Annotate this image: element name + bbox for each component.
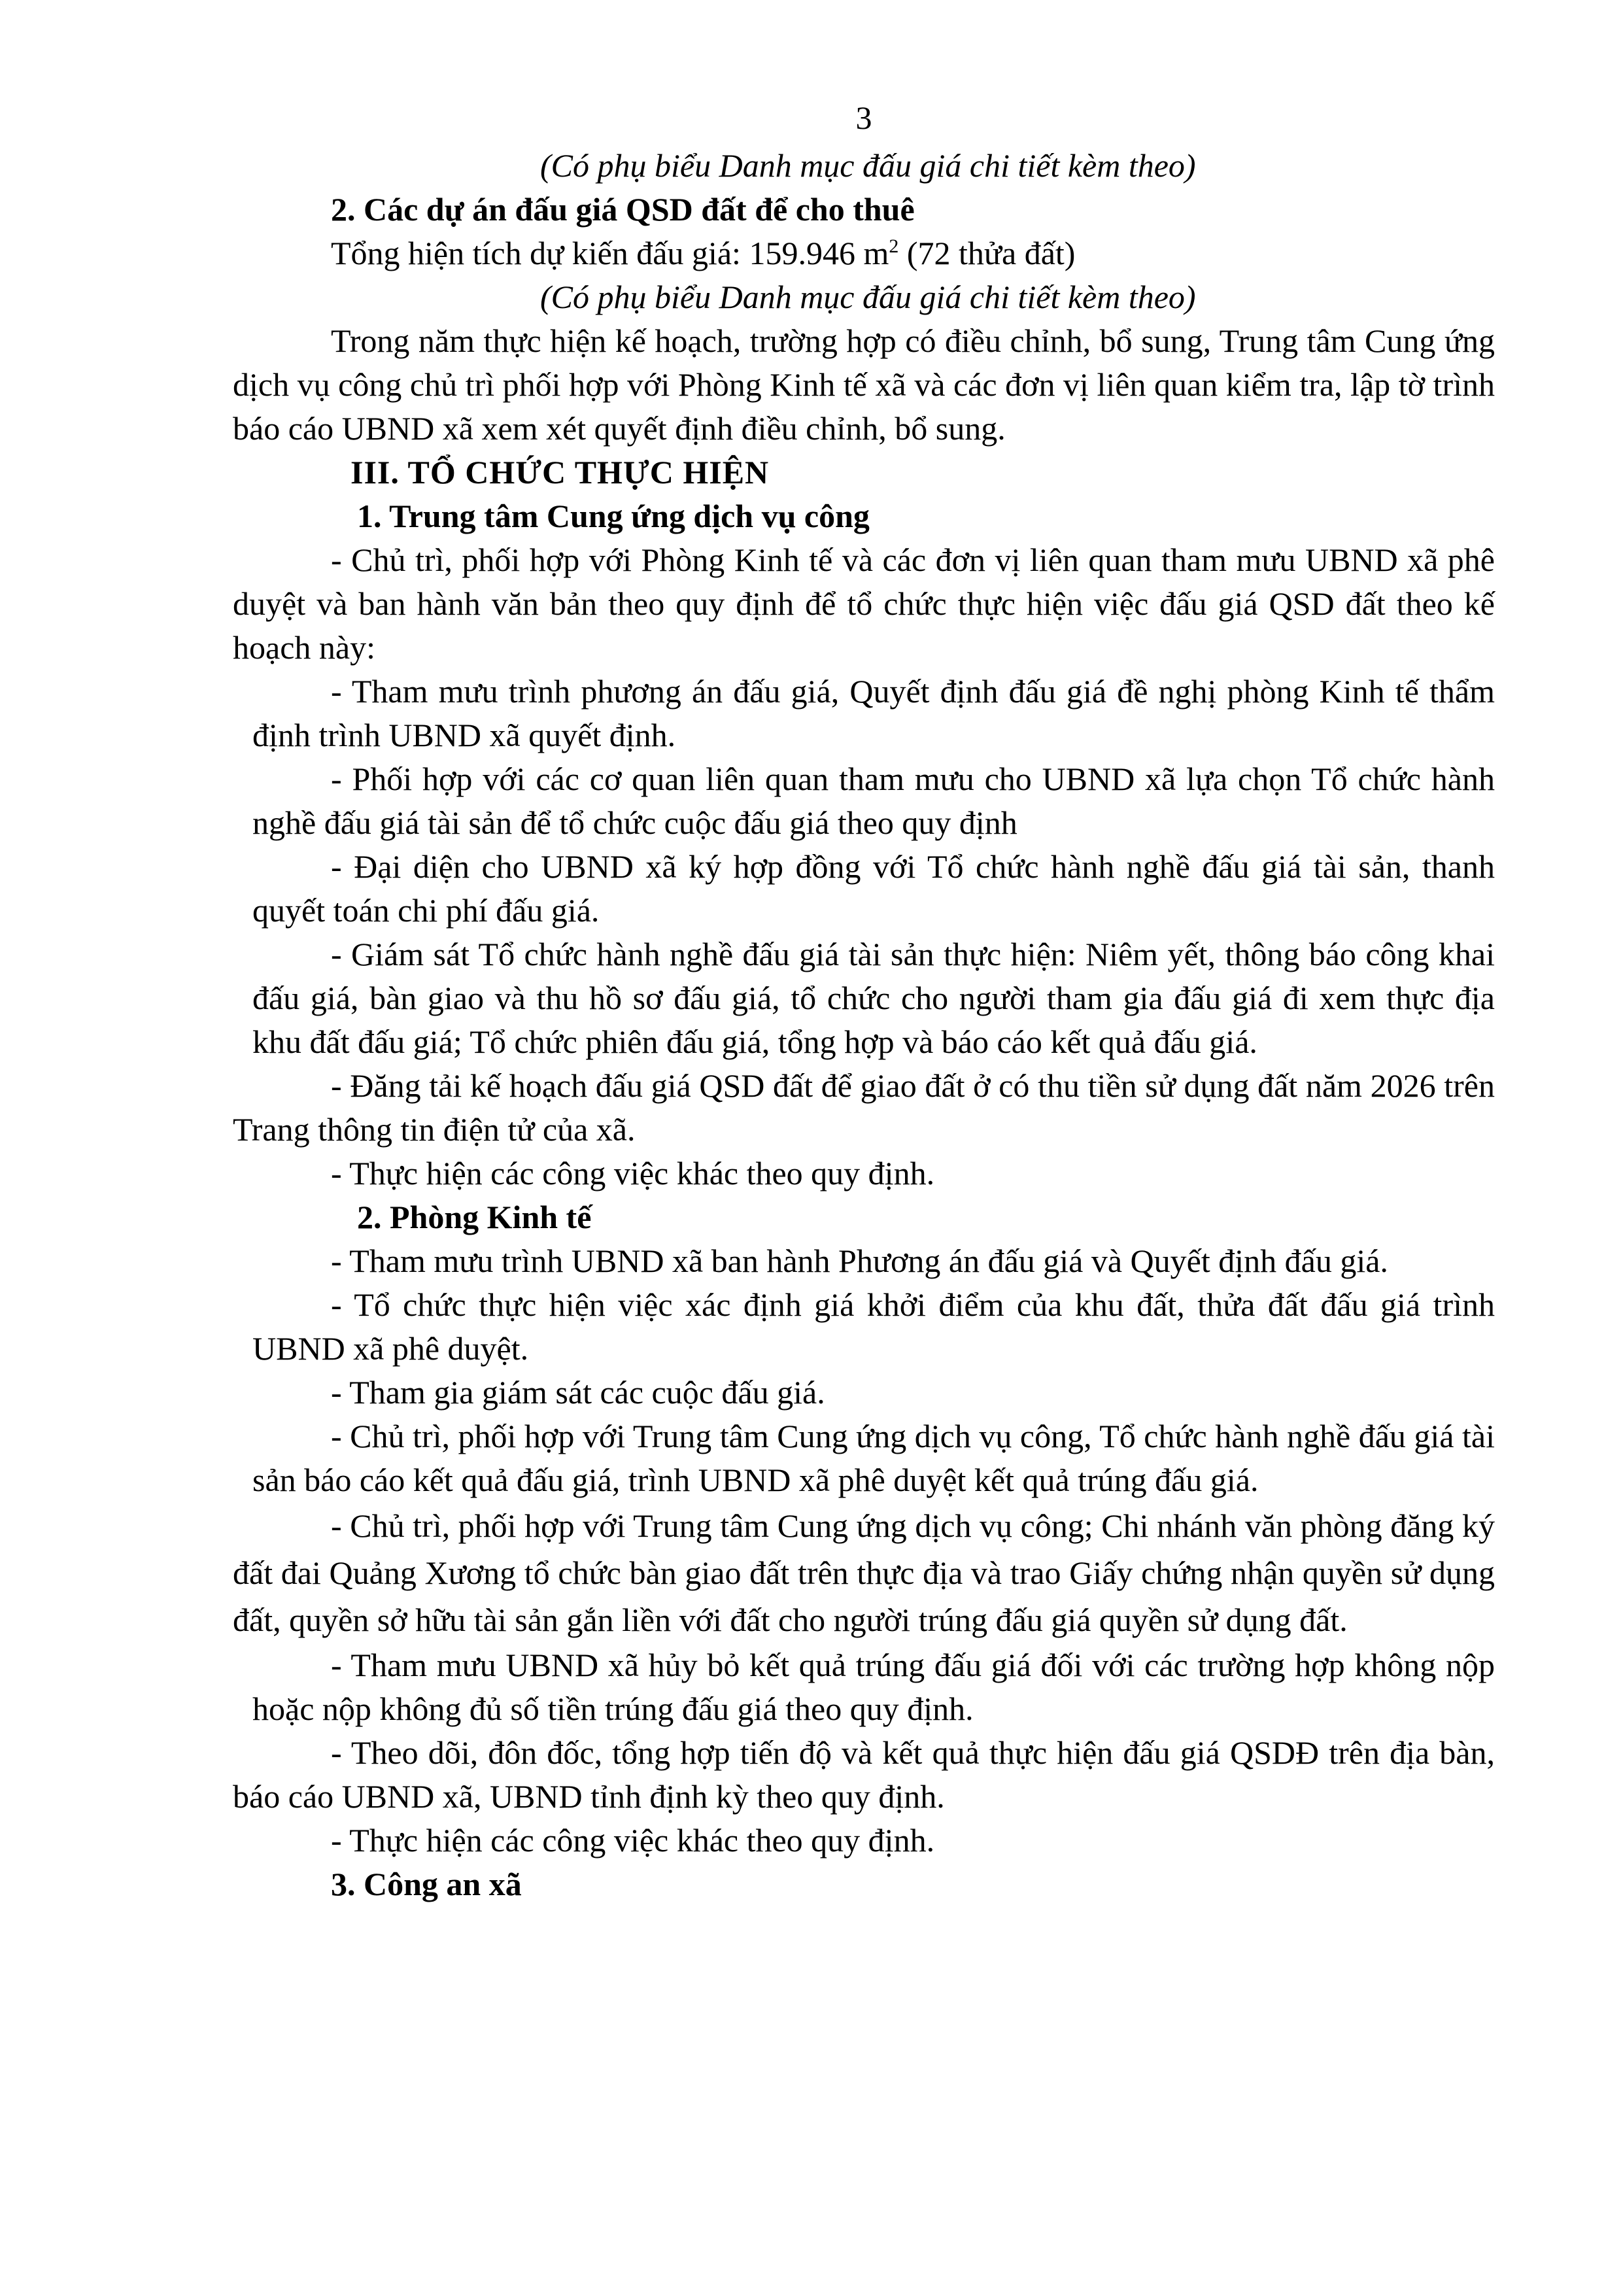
document-page xyxy=(233,92,1495,1906)
subsection-heading-economic-office: 2. Phòng Kinh tế xyxy=(357,1199,592,1235)
area-unit-exponent: 2 xyxy=(889,235,899,257)
list-item: - Giám sát Tổ chức hành nghề đấu giá tài sản thực hiện: Niêm yết, thông báo công khai đấu giá, bàn giao và thu hồ sơ đấu giá, tổ chức cho người tham gia đấu giá đi xem thực địa khu đất đấu giá; Tổ chức phiên đấu giá, tổng hợp và báo cáo kết quả đấu giá. xyxy=(252,936,1495,1060)
total-area-text: Tổng hiện tích dự kiến đấu giá: 159.946 m xyxy=(331,235,889,271)
list-item: - Phối hợp với các cơ quan liên quan tham mưu cho UBND xã lựa chọn Tổ chức hành nghề đấu giá tài sản để tổ chức cuộc đấu giá theo quy định xyxy=(252,761,1495,841)
subsection-heading-service-center: 1. Trung tâm Cung ứng dịch vụ công xyxy=(357,498,870,534)
annex-note: (Có phụ biểu Danh mục đấu giá chi tiết kèm theo) xyxy=(540,279,1196,315)
list-item: - Thực hiện các công việc khác theo quy định. xyxy=(331,1155,935,1191)
list-item: - Thực hiện các công việc khác theo quy định. xyxy=(331,1822,935,1859)
list-item: - Tham mưu trình phương án đấu giá, Quyết định đấu giá đề nghị phòng Kinh tế thẩm định trình UBND xã quyết định. xyxy=(252,673,1495,753)
list-item: - Tham mưu UBND xã hủy bỏ kết quả trúng đấu giá đối với các trường hợp không nộp hoặc nộp không đủ số tiền trúng đấu giá theo quy định. xyxy=(252,1647,1495,1727)
page-number: 3 xyxy=(855,99,872,136)
annex-note: (Có phụ biểu Danh mục đấu giá chi tiết kèm theo) xyxy=(540,147,1196,184)
list-item: - Đại diện cho UBND xã ký hợp đồng với Tổ chức hành nghề đấu giá tài sản, thanh quyết toán chi phí đấu giá. xyxy=(252,848,1495,929)
list-item: - Chủ trì, phối hợp với Trung tâm Cung ứng dịch vụ công; Chi nhánh văn phòng đăng ký đất đai Quảng Xương tổ chức bàn giao đất trên thực địa và trao Giấy chứng nhận quyền sử dụng đất, quyền sở hữu tài sản gắn liền với đất cho người trúng đấu giá quyền sử dụng đất. xyxy=(233,1507,1495,1638)
list-item: - Đăng tải kế hoạch đấu giá QSD đất để giao đất ở có thu tiền sử dụng đất năm 2026 trên Trang thông tin điện tử của xã. xyxy=(233,1067,1495,1148)
list-item: - Theo dõi, đôn đốc, tổng hợp tiến độ và kết quả thực hiện đấu giá QSDĐ trên địa bàn, báo cáo UBND xã, UBND tỉnh định kỳ theo quy định. xyxy=(233,1734,1495,1815)
subsection-heading-police: 3. Công an xã xyxy=(331,1866,522,1902)
list-item: - Chủ trì, phối hợp với Phòng Kinh tế và các đơn vị liên quan tham mưu UBND xã phê duyệt và ban hành văn bản theo quy định để tổ chức thực hiện việc đấu giá QSD đất theo kế hoạch này: xyxy=(233,541,1495,666)
section-heading-rental: 2. Các dự án đấu giá QSD đất để cho thuê xyxy=(331,191,915,228)
total-area-line xyxy=(233,231,1495,275)
list-item: - Tham mưu trình UBND xã ban hành Phương án đấu giá và Quyết định đấu giá. xyxy=(331,1242,1388,1279)
adjustment-paragraph: Trong năm thực hiện kế hoạch, trường hợp có điều chỉnh, bổ sung, Trung tâm Cung ứng dịch vụ công chủ trì phối hợp với Phòng Kinh tế xã và các đơn vị liên quan kiểm tra, lập tờ trình báo cáo UBND xã xem xét quyết định điều chỉnh, bổ sung. xyxy=(233,322,1495,447)
section-heading-implementation: III. TỔ CHỨC THỰC HIỆN xyxy=(350,454,770,490)
list-item: - Tổ chức thực hiện việc xác định giá khởi điểm của khu đất, thửa đất đấu giá trình UBND xã phê duyệt. xyxy=(252,1286,1495,1367)
list-item: - Chủ trì, phối hợp với Trung tâm Cung ứng dịch vụ công, Tổ chức hành nghề đấu giá tài sản báo cáo kết quả đấu giá, trình UBND xã phê duyệt kết quả trúng đấu giá. xyxy=(252,1418,1495,1498)
list-item: - Tham gia giám sát các cuộc đấu giá. xyxy=(331,1374,825,1411)
plot-count-text: (72 thửa đất) xyxy=(898,235,1076,271)
